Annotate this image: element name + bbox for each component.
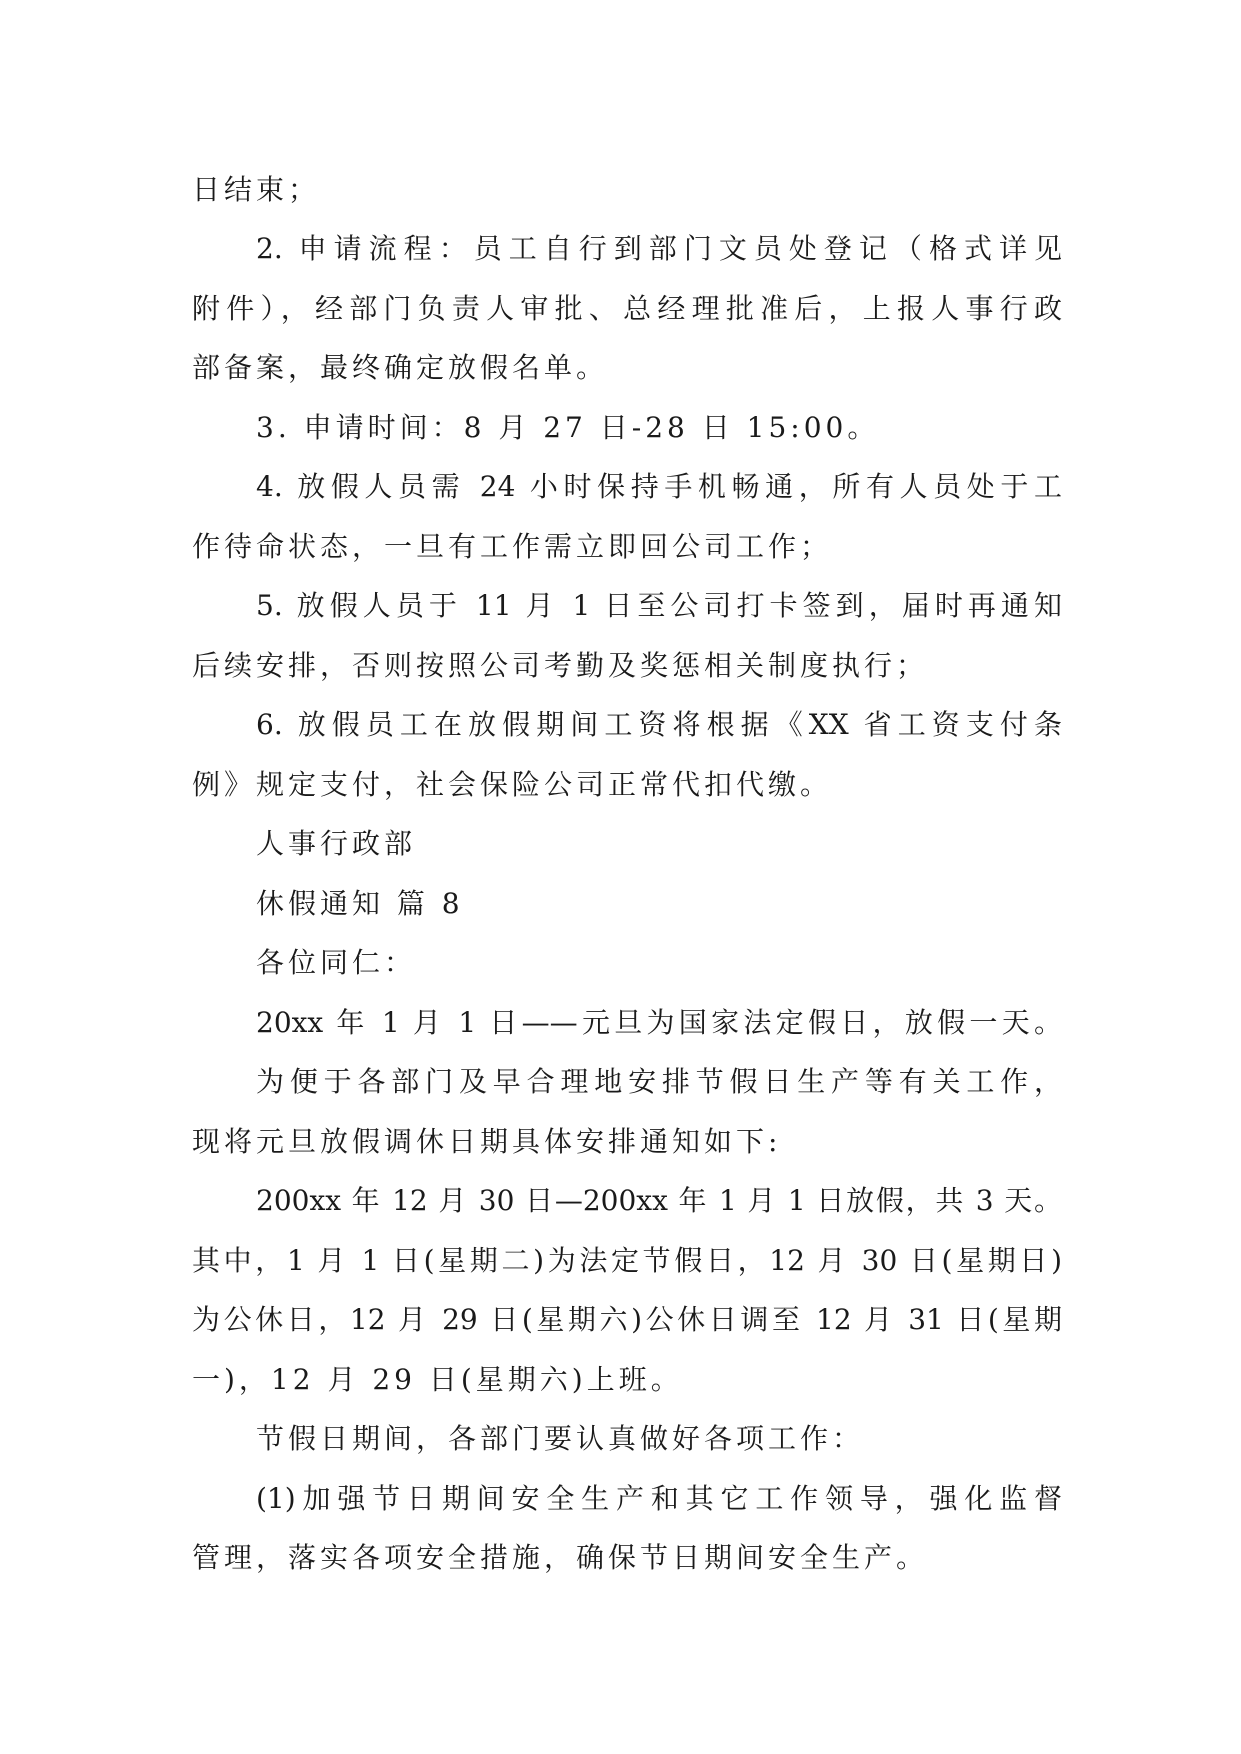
text-line: 节假日期间，各部门要认真做好各项工作： bbox=[256, 1422, 865, 1455]
text-line: 6. 放假员工在放假期间工资将根据《XX 省工资支付条 bbox=[256, 708, 1062, 741]
text-line: 日结束； bbox=[192, 173, 321, 206]
text-line: 2. 申请流程：员工自行到部门文员处登记（格式详见 bbox=[256, 232, 1062, 265]
text-line: 其中，1 月 1 日(星期二)为法定节假日，12 月 30 日(星期日) bbox=[192, 1244, 1062, 1277]
text-line: 一)，12 月 29 日(星期六)上班。 bbox=[192, 1363, 683, 1396]
text-line: 现将元旦放假调休日期具体安排通知如下: bbox=[192, 1125, 782, 1158]
section-title: 休假通知 篇 8 bbox=[256, 887, 464, 920]
text-line: 为公休日，12 月 29 日(星期六)公休日调至 12 月 31 日(星期 bbox=[192, 1303, 1062, 1336]
text-line: 附件），经部门负责人审批、总经理批准后，上报人事行政 bbox=[192, 292, 1062, 325]
text-line: 200xx 年 12 月 30 日—200xx 年 1 月 1 日放假，共 3 天。 bbox=[256, 1184, 1062, 1217]
text-line: 后续安排，否则按照公司考勤及奖惩相关制度执行； bbox=[192, 649, 929, 682]
text-line: 管理，落实各项安全措施，确保节日期间安全生产。 bbox=[192, 1541, 929, 1574]
text-line: 为便于各部门及早合理地安排节假日生产等有关工作， bbox=[256, 1065, 1062, 1098]
text-line: 20xx 年 1 月 1 日——元旦为国家法定假日，放假一天。 bbox=[256, 1006, 1062, 1039]
text-line: (1)加强节日期间安全生产和其它工作领导，强化监督 bbox=[256, 1482, 1062, 1515]
text-line: 部备案，最终确定放假名单。 bbox=[192, 351, 609, 384]
salutation: 各位同仁： bbox=[256, 946, 417, 979]
text-line: 3. 申请时间：8 月 27 日-28 日 15:00。 bbox=[256, 411, 880, 444]
signature-department: 人事行政部 bbox=[256, 827, 417, 860]
text-line: 5. 放假人员于 11 月 1 日至公司打卡签到，届时再通知 bbox=[256, 589, 1062, 622]
text-line: 作待命状态，一旦有工作需立即回公司工作； bbox=[192, 530, 833, 563]
text-line: 例》规定支付，社会保险公司正常代扣代缴。 bbox=[192, 768, 833, 801]
text-line: 4. 放假人员需 24 小时保持手机畅通，所有人员处于工 bbox=[256, 470, 1062, 503]
